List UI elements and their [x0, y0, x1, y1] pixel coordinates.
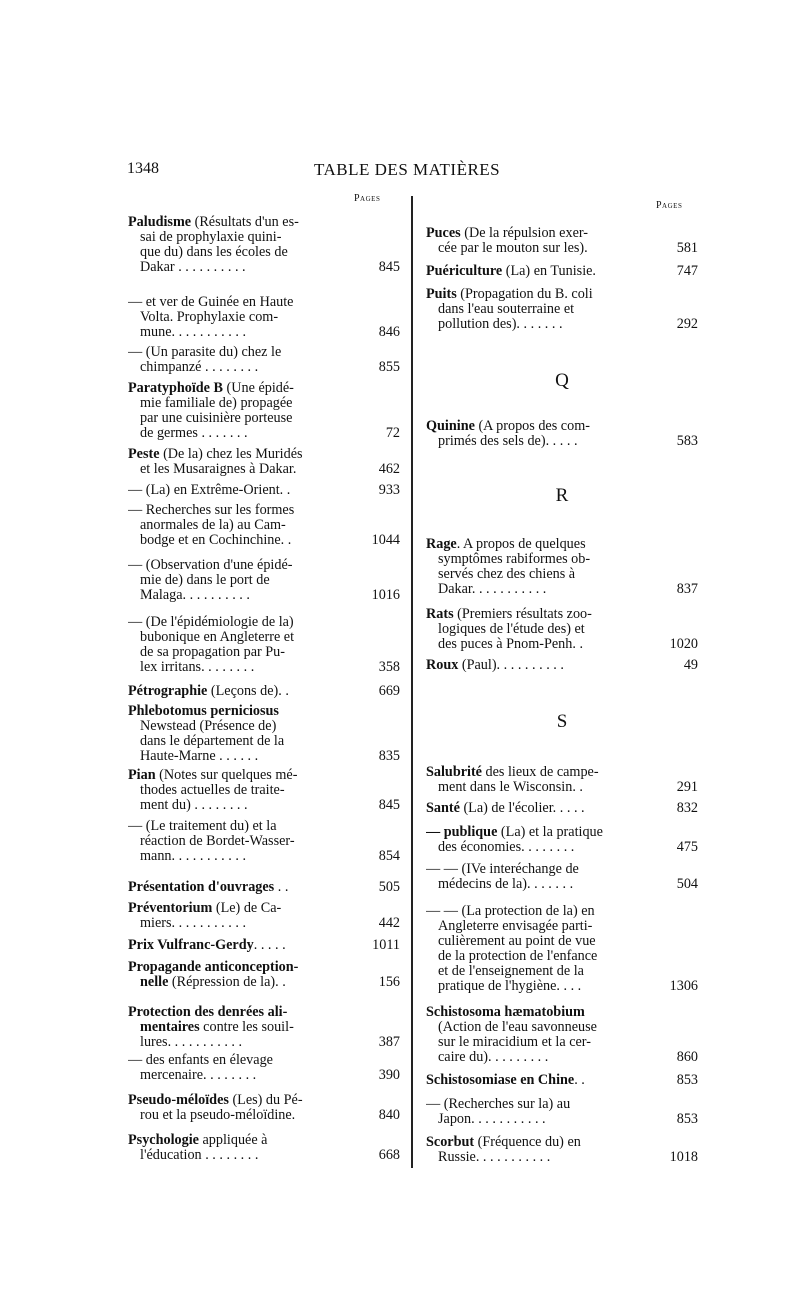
entry-page-number: 840: [378, 1107, 400, 1123]
entry-page-number: 1306: [669, 978, 698, 994]
index-entry: [128, 381, 400, 441]
entry-line: [426, 1135, 652, 1150]
entry-line: [426, 840, 652, 855]
entry-line: [426, 434, 652, 449]
index-entry: [426, 1097, 698, 1127]
entry-page-number: 462: [378, 461, 400, 477]
entry-keyword: Propagande anticonception-: [128, 960, 299, 975]
entry-line: [128, 260, 354, 275]
entry-text: primés des sels de). . . . .: [438, 434, 578, 449]
index-entry: [128, 768, 400, 813]
entry-keyword: Pseudo-méloïdes: [128, 1093, 229, 1108]
entry-line: [128, 533, 354, 548]
entry-text: caire du). . . . . . . . .: [438, 1050, 549, 1065]
entry-keyword: nelle: [140, 975, 169, 990]
entry-line: [426, 622, 652, 637]
section-letter-s: S: [556, 711, 568, 732]
entry-keyword: Scorbut: [426, 1135, 475, 1150]
entry-line: [128, 734, 354, 749]
entry-line: [426, 919, 652, 934]
entry-page-number: 442: [378, 915, 400, 931]
entry-page-number: 291: [676, 779, 698, 795]
entry-text: lex irritans. . . . . . . .: [140, 660, 255, 675]
entry-page-number: 1011: [372, 937, 400, 953]
entry-text: (Leçons de). .: [207, 684, 289, 699]
entry-page-number: 358: [378, 659, 400, 675]
entry-line: [128, 975, 354, 990]
entry-text: (La) et la pratique: [497, 825, 603, 840]
entry-line: [128, 396, 354, 411]
entry-line: [128, 295, 354, 310]
index-entry: [128, 684, 400, 699]
entry-text: — (Le traitement du) et la: [128, 819, 277, 834]
column-divider: [411, 196, 413, 1168]
entry-text: — Recherches sur les formes: [128, 503, 295, 518]
entry-text: (Fréquence du) en: [474, 1135, 581, 1150]
entry-text: mie familiale de) propagée: [140, 396, 293, 411]
entry-line: [128, 849, 354, 864]
entry-text: dans l'eau souterraine et: [438, 302, 575, 317]
entry-page-number: 1044: [371, 532, 400, 548]
entry-text: — (De l'épidémiologie de la): [128, 615, 294, 630]
entry-text: (Le) de Ca-: [212, 901, 282, 916]
entry-line: [426, 1035, 652, 1050]
index-entry: [128, 704, 400, 764]
entry-page-number: 846: [378, 324, 400, 340]
page-number: 1348: [127, 160, 159, 177]
index-entry: [426, 801, 698, 816]
entry-page-number: 669: [378, 683, 400, 699]
entry-page-number: 933: [378, 482, 400, 498]
entry-line: [426, 979, 652, 994]
entry-keyword: Psychologie: [128, 1133, 199, 1148]
entry-page-number: 504: [676, 876, 698, 892]
entry-line: [426, 964, 652, 979]
index-entry: [128, 295, 400, 340]
entry-text: — des enfants en élevage: [128, 1053, 273, 1068]
entry-page-number: 855: [378, 359, 400, 375]
entry-keyword: Pian: [128, 768, 156, 783]
entry-text: — (Recherches sur la) au: [426, 1097, 571, 1112]
entry-text: des puces à Pnom-Penh. .: [438, 637, 584, 652]
entry-text: (Répression de la). .: [168, 975, 286, 990]
entry-text: l'éducation . . . . . . . .: [140, 1148, 259, 1163]
entry-line: [128, 768, 354, 783]
entry-page-number: 583: [676, 433, 698, 449]
entry-line: [426, 317, 652, 332]
entry-line: [128, 230, 354, 245]
entry-keyword: Préventorium: [128, 901, 213, 916]
entry-line: [426, 537, 652, 552]
entry-text: Newstead (Présence de): [140, 719, 277, 734]
index-entry: [128, 345, 400, 375]
entry-line: [128, 960, 354, 975]
entry-text: ment dans le Wisconsin. .: [438, 780, 583, 795]
index-entry: [426, 264, 698, 279]
index-entry: [426, 1135, 698, 1165]
index-entry: [426, 226, 698, 256]
entry-line: [426, 949, 652, 964]
entry-text: bodge et en Cochinchine. .: [140, 533, 292, 548]
page-title: TABLE DES MATIÈRES: [314, 160, 501, 179]
entry-line: [128, 447, 354, 462]
entry-text: mann. . . . . . . . . . .: [140, 849, 247, 864]
entry-text: sur le miracidium et la cer-: [438, 1035, 591, 1050]
entry-line: [128, 1053, 354, 1068]
index-entry: [426, 904, 698, 994]
entry-page-number: 72: [385, 425, 400, 441]
entry-page-number: 845: [378, 797, 400, 813]
index-entry: [128, 215, 400, 275]
entry-line: [128, 588, 354, 603]
entry-text: des lieux de campe-: [481, 765, 599, 780]
entry-keyword: Puces: [426, 226, 461, 241]
entry-keyword: Rats: [426, 607, 454, 622]
index-entry: [426, 765, 698, 795]
entry-text: (De la) chez les Muridés: [159, 447, 303, 462]
entry-text: (Résultats d'un es-: [191, 215, 299, 230]
entry-keyword: Quinine: [426, 419, 475, 434]
entry-text: . A propos de quelques: [456, 537, 586, 552]
entry-line: [128, 630, 354, 645]
entry-line: [426, 637, 652, 652]
entry-line: [128, 483, 354, 498]
entry-text: (La) de l'écolier. . . . .: [459, 801, 585, 816]
entry-keyword: Santé: [426, 801, 460, 816]
entry-text: cée par le mouton sur les).: [438, 241, 588, 256]
index-entry: [128, 880, 400, 895]
entry-line: [128, 381, 354, 396]
entry-line: [128, 704, 354, 719]
entry-page-number: 853: [676, 1111, 698, 1127]
entry-line: [128, 1093, 354, 1108]
entry-text: thodes actuelles de traite-: [140, 783, 285, 798]
entry-text: et de l'enseignement de la: [438, 964, 584, 979]
entry-keyword: Rage: [426, 537, 457, 552]
entry-text: Japon. . . . . . . . . . .: [438, 1112, 546, 1127]
entry-line: [426, 1005, 652, 1020]
entry-text: mie de) dans le port de: [140, 573, 270, 588]
entry-text: — et ver de Guinée en Haute: [128, 295, 294, 310]
entry-text: Volta. Prophylaxie com-: [140, 310, 279, 325]
entry-line: [128, 1133, 354, 1148]
index-entry: [426, 607, 698, 652]
entry-text: Haute-Marne . . . . . .: [140, 749, 259, 764]
entry-keyword: Paludisme: [128, 215, 192, 230]
entry-line: [128, 834, 354, 849]
entry-line: [128, 345, 354, 360]
entry-line: [426, 825, 652, 840]
entry-keyword: Protection des denrées ali-: [128, 1005, 288, 1020]
entry-keyword: Prix Vulfranc-Gerdy: [128, 938, 254, 953]
entry-line: [128, 558, 354, 573]
entry-line: [426, 1020, 652, 1035]
entry-text: ment du) . . . . . . . .: [140, 798, 248, 813]
index-entry: [128, 938, 400, 953]
entry-line: [128, 518, 354, 533]
entry-text: réaction de Bordet-Wasser-: [140, 834, 295, 849]
entry-keyword: Schistosoma hæmatobium: [426, 1005, 585, 1020]
entry-line: [128, 819, 354, 834]
section-letter-q: Q: [555, 370, 569, 391]
entry-line: [128, 573, 354, 588]
entry-text: Russie. . . . . . . . . . .: [438, 1150, 551, 1165]
index-entry: [128, 558, 400, 603]
entry-text: logiques de l'étude des) et: [438, 622, 585, 637]
entry-line: [128, 245, 354, 260]
entry-text: . .: [574, 1073, 585, 1088]
index-entry: [128, 483, 400, 498]
index-entry: [128, 1005, 400, 1050]
index-entry: [128, 503, 400, 548]
entry-text: que du) dans les écoles de: [140, 245, 288, 260]
entry-text: — — (IVe interéchange de: [426, 862, 579, 877]
index-entry: [128, 960, 400, 990]
index-entry: [426, 658, 698, 673]
entry-line: [426, 582, 652, 597]
entry-text: par une cuisinière porteuse: [140, 411, 293, 426]
entry-line: [128, 749, 354, 764]
entry-text: bubonique en Angleterre et: [140, 630, 295, 645]
entry-page-number: 747: [676, 263, 698, 279]
entry-text: médecins de la). . . . . . .: [438, 877, 574, 892]
entry-page-number: 832: [676, 800, 698, 816]
entry-text: rou et la pseudo-méloïdine.: [140, 1108, 296, 1123]
entry-text: (De la répulsion exer-: [460, 226, 589, 241]
entry-keyword: Phlebotomus perniciosus: [128, 704, 279, 719]
entry-line: [426, 862, 652, 877]
entry-line: [128, 1035, 354, 1050]
entry-text: (Les) du Pé-: [228, 1093, 303, 1108]
index-entry: [426, 1073, 698, 1088]
entry-text: des économies. . . . . . . .: [438, 840, 575, 855]
entry-line: [426, 241, 652, 256]
index-entry: [128, 1053, 400, 1083]
entry-line: [128, 503, 354, 518]
entry-text: (La) en Tunisie.: [502, 264, 596, 279]
entry-line: [128, 938, 354, 953]
entry-text: — (Observation d'une épidé-: [128, 558, 293, 573]
entry-line: [128, 660, 354, 675]
entry-text: contre les souil-: [199, 1020, 294, 1035]
entry-text: (Paul). . . . . . . . . .: [458, 658, 564, 673]
entry-text: sai de prophylaxie quini-: [140, 230, 282, 245]
entry-text: de la protection de l'enfance: [438, 949, 598, 964]
index-entry: [426, 862, 698, 892]
entry-keyword: — publique: [426, 825, 498, 840]
entry-page-number: 845: [378, 259, 400, 275]
entry-text: (A propos des com-: [474, 419, 590, 434]
entry-text: (Propagation du B. coli: [456, 287, 593, 302]
entry-line: [426, 607, 652, 622]
entry-line: [128, 325, 354, 340]
entry-keyword: Présentation d'ouvrages: [128, 880, 275, 895]
entry-keyword: Paratyphoïde B: [128, 381, 223, 396]
entry-page-number: 505: [378, 879, 400, 895]
entry-line: [426, 877, 652, 892]
entry-line: [128, 462, 354, 477]
entry-page-number: 854: [378, 848, 400, 864]
entry-keyword: Puits: [426, 287, 457, 302]
entry-page-number: 581: [676, 240, 698, 256]
entry-line: [128, 1020, 354, 1035]
entry-line: [128, 783, 354, 798]
index-entry: [426, 825, 698, 855]
index-entry: [426, 419, 698, 449]
entry-keyword: Peste: [128, 447, 160, 462]
index-entry: [426, 537, 698, 597]
entry-text: Dakar . . . . . . . . . .: [140, 260, 246, 275]
entry-line: [426, 226, 652, 241]
entry-text: Dakar. . . . . . . . . . .: [438, 582, 547, 597]
entry-text: (Premiers résultats zoo-: [453, 607, 592, 622]
entry-page-number: 156: [378, 974, 400, 990]
entry-line: [426, 302, 652, 317]
entry-text: anormales de la) au Cam-: [140, 518, 286, 533]
index-entry: [128, 1133, 400, 1163]
entry-line: [128, 411, 354, 426]
entry-line: [128, 310, 354, 325]
entry-text: chimpanzé . . . . . . . .: [140, 360, 259, 375]
entry-line: [128, 426, 354, 441]
entry-page-number: 475: [676, 839, 698, 855]
entry-text: pratique de l'hygiène. . . .: [438, 979, 582, 994]
entry-page-number: 668: [378, 1147, 400, 1163]
left-pages-label: Pages: [354, 193, 381, 204]
entry-page-number: 49: [683, 657, 698, 673]
entry-text: dans le département de la: [140, 734, 285, 749]
entry-text: pollution des). . . . . . .: [438, 317, 563, 332]
entry-text: . .: [274, 880, 289, 895]
entry-text: (Une épidé-: [222, 381, 294, 396]
entry-text: miers. . . . . . . . . . .: [140, 916, 247, 931]
entry-text: — — (La protection de la) en: [426, 904, 595, 919]
entry-page-number: 292: [676, 316, 698, 332]
entry-text: de sa propagation par Pu-: [140, 645, 285, 660]
index-entry: [128, 615, 400, 675]
entry-line: [128, 916, 354, 931]
entry-line: [426, 264, 652, 279]
entry-line: [128, 1108, 354, 1123]
entry-line: [426, 419, 652, 434]
entry-line: [426, 1150, 652, 1165]
entry-line: [128, 1005, 354, 1020]
entry-line: [426, 801, 652, 816]
entry-page-number: 860: [676, 1049, 698, 1065]
entry-keyword: Schistosomiase en Chine: [426, 1073, 575, 1088]
entry-keyword: Pétrographie: [128, 684, 208, 699]
entry-keyword: mentaires: [140, 1020, 200, 1035]
entry-line: [426, 765, 652, 780]
index-entry: [128, 901, 400, 931]
entry-line: [426, 567, 652, 582]
index-entry: [128, 1093, 400, 1123]
entry-page-number: 837: [676, 581, 698, 597]
entry-line: [128, 901, 354, 916]
entry-keyword: Roux: [426, 658, 459, 673]
entry-page-number: 1020: [669, 636, 698, 652]
entry-text: lures. . . . . . . . . . .: [140, 1035, 243, 1050]
entry-text: Angleterre envisagée parti-: [438, 919, 593, 934]
entry-page-number: 1018: [669, 1149, 698, 1165]
entry-text: — (Un parasite du) chez le: [128, 345, 282, 360]
entry-text: mercenaire. . . . . . . .: [140, 1068, 257, 1083]
entry-keyword: Puériculture: [426, 264, 503, 279]
entry-line: [426, 1097, 652, 1112]
entry-text: et les Musaraignes à Dakar.: [140, 462, 297, 477]
entry-line: [426, 780, 652, 795]
left-column: [128, 215, 400, 1175]
right-column: [426, 215, 698, 1175]
entry-line: [128, 719, 354, 734]
entry-text: de germes . . . . . . .: [140, 426, 248, 441]
entry-line: [128, 798, 354, 813]
entry-line: [426, 934, 652, 949]
entry-page-number: 387: [378, 1034, 400, 1050]
entry-line: [426, 1073, 652, 1088]
index-entry: [426, 287, 698, 332]
index-entry: [426, 1005, 698, 1065]
right-pages-label: Pages: [656, 200, 683, 211]
index-entry: [128, 819, 400, 864]
entry-line: [426, 658, 652, 673]
entry-line: [426, 1050, 652, 1065]
entry-text: symptômes rabiformes ob-: [438, 552, 591, 567]
entry-line: [426, 552, 652, 567]
entry-text: culièrement au point de vue: [438, 934, 596, 949]
entry-text: — (La) en Extrême-Orient. .: [128, 483, 291, 498]
entry-line: [426, 287, 652, 302]
entry-line: [128, 1148, 354, 1163]
entry-text: . . . . .: [253, 938, 286, 953]
section-letter-r: R: [555, 485, 569, 506]
entry-page-number: 1016: [371, 587, 400, 603]
entry-text: (Action de l'eau savonneuse: [438, 1020, 597, 1035]
entry-text: mune. . . . . . . . . . .: [140, 325, 247, 340]
entry-line: [128, 360, 354, 375]
entry-line: [426, 1112, 652, 1127]
entry-text: appliquée à: [198, 1133, 268, 1148]
entry-text: Malaga. . . . . . . . . .: [140, 588, 250, 603]
entry-text: servés chez des chiens à: [438, 567, 576, 582]
entry-line: [128, 645, 354, 660]
index-entry: [128, 447, 400, 477]
entry-line: [128, 215, 354, 230]
entry-line: [128, 615, 354, 630]
entry-page-number: 853: [676, 1072, 698, 1088]
entry-line: [128, 880, 354, 895]
entry-line: [426, 904, 652, 919]
entry-line: [128, 684, 354, 699]
entry-keyword: Salubrité: [426, 765, 482, 780]
entry-page-number: 390: [378, 1067, 400, 1083]
entry-text: (Notes sur quelques mé-: [155, 768, 298, 783]
entry-line: [128, 1068, 354, 1083]
entry-page-number: 835: [378, 748, 400, 764]
